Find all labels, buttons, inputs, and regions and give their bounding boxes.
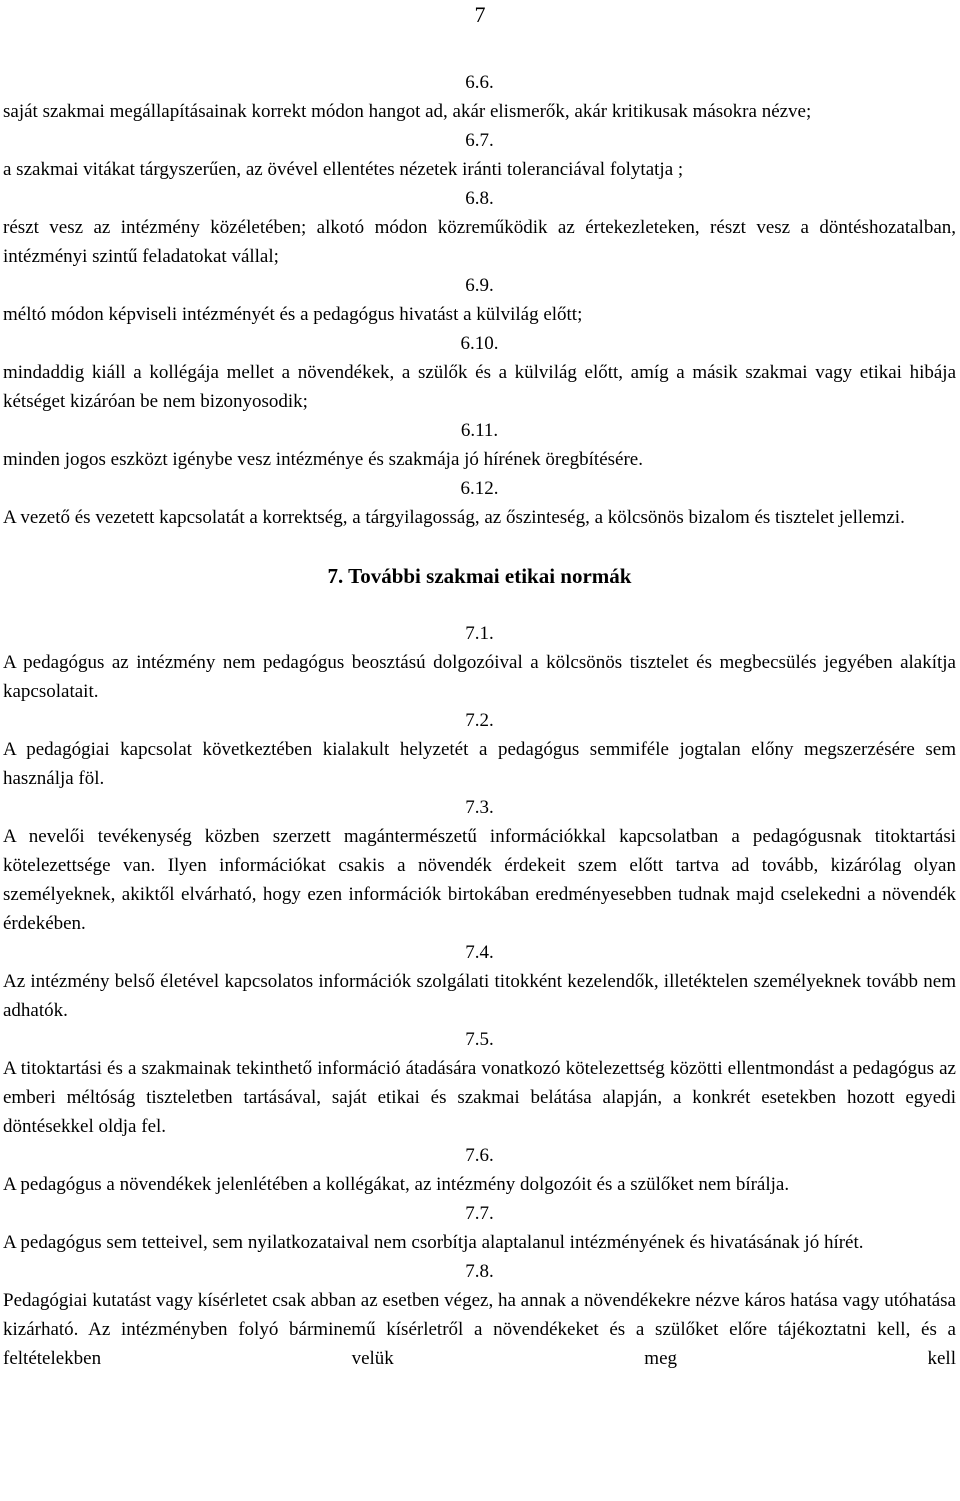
item-number: 7.2. bbox=[465, 710, 494, 731]
section-heading: 7. További szakmai etikai normák bbox=[327, 564, 632, 588]
item-number: 7.1. bbox=[465, 623, 494, 644]
item-text: Pedagógiai kutatást vagy kísérletet csak abban az esetben végez, ha annak a növendékekre nézve káros hatása vagy utóhatása kizárható. Az intézményben folyó bárminemű kísérletről a növendékeket és a szülőket előre tájékoztatni kell, és a feltételekben velük meg kell bbox=[3, 1290, 956, 1369]
list-item bbox=[3, 1025, 956, 1141]
item-number: 7.5. bbox=[465, 1029, 494, 1050]
page-number: 7 bbox=[474, 2, 486, 27]
item-text: mindaddig kiáll a kollégája mellet a növendékek, a szülők és a külvilág előtt, amíg a másik szakmai vagy etikai hibája kétséget kizáróan be nem bizonyosodik; bbox=[3, 362, 956, 412]
list-item bbox=[3, 271, 956, 329]
item-text: A pedagógus az intézmény nem pedagógus beosztású dolgozóival a kölcsönös tisztelet és megbecsülés jegyében alakítja kapcsolatait. bbox=[3, 652, 956, 702]
item-number: 6.10. bbox=[460, 333, 499, 354]
item-text: A vezető és vezetett kapcsolatát a korrektség, a tárgyilagosság, az őszinteség, a kölcsönös bizalom és tisztelet jellemzi. bbox=[3, 507, 905, 528]
item-text: A pedagógus a növendékek jelenlétében a kollégákat, az intézmény dolgozóit és a szülőket nem bírálja. bbox=[3, 1174, 790, 1195]
item-text: A titoktartási és a szakmainak tekinthető információ átadására vonatkozó kötelezettség közötti ellentmondást a pedagógus az emberi méltóság tiszteletben tartásával, saját etikai és szakmai belátása alapján, a konkrét esetekben hozott egyedi döntésekkel oldja fel. bbox=[3, 1058, 956, 1137]
list-item bbox=[3, 126, 956, 184]
list-item bbox=[3, 329, 956, 416]
item-number: 7.7. bbox=[465, 1203, 494, 1224]
document-body bbox=[3, 68, 956, 1373]
item-text: A pedagógus sem tetteivel, sem nyilatkozataival nem csorbítja alaptalanul intézményének és hivatásának jó hírét. bbox=[3, 1232, 864, 1253]
item-number: 6.9. bbox=[465, 275, 494, 296]
list-item bbox=[3, 938, 956, 1025]
section-7-items bbox=[3, 619, 956, 1373]
list-item bbox=[3, 793, 956, 938]
list-item bbox=[3, 184, 956, 271]
item-number: 6.12. bbox=[460, 478, 499, 499]
item-number: 6.8. bbox=[465, 188, 494, 209]
item-number: 6.6. bbox=[465, 72, 494, 93]
item-text: a szakmai vitákat tárgyszerűen, az övével ellentétes nézetek iránti toleranciával folytatja ; bbox=[3, 159, 684, 180]
list-item bbox=[3, 619, 956, 706]
item-text: A pedagógiai kapcsolat következtében kialakult helyzetét a pedagógus semmiféle jogtalan előny megszerzésére sem használja föl. bbox=[3, 739, 956, 789]
item-text: saját szakmai megállapításainak korrekt módon hangot ad, akár elismerők, akár kritikusak másokra nézve; bbox=[3, 101, 812, 122]
item-text: részt vesz az intézmény közéletében; alkotó módon közreműködik az értekezleteken, részt vesz a döntéshozatalban, intézményi szintű feladatokat vállal; bbox=[3, 217, 956, 267]
item-text: A nevelői tevékenység közben szerzett magántermészetű információkkal kapcsolatban a pedagógusnak titoktartási kötelezettsége van. Ilyen információkat csakis a növendék érdekeit szem előtt tartva ad tovább, kizárólag olyan személyeknek, akiktől elvárható, hogy ezen információk birtokában eredményesebben tudnak majd cselekedni a növendék érdekében. bbox=[3, 826, 956, 934]
list-item bbox=[3, 1257, 956, 1373]
list-item bbox=[3, 416, 956, 474]
list-item bbox=[3, 474, 956, 532]
item-text: Az intézmény belső életével kapcsolatos információk szolgálati titokként kezelendők, illetéktelen személyeknek tovább nem adhatók. bbox=[3, 971, 956, 1021]
item-number: 6.11. bbox=[460, 420, 499, 441]
item-text: méltó módon képviseli intézményét és a pedagógus hivatást a külvilág előtt; bbox=[3, 304, 583, 325]
item-number: 7.8. bbox=[465, 1261, 494, 1282]
item-number: 7.4. bbox=[465, 942, 494, 963]
section-6-items bbox=[3, 68, 956, 532]
list-item bbox=[3, 68, 956, 126]
list-item bbox=[3, 1199, 956, 1257]
item-number: 7.6. bbox=[465, 1145, 494, 1166]
item-number: 6.7. bbox=[465, 130, 494, 151]
item-number: 7.3. bbox=[465, 797, 494, 818]
item-text: minden jogos eszközt igénybe vesz intézménye és szakmája jó hírének öregbítésére. bbox=[3, 449, 643, 470]
list-item bbox=[3, 706, 956, 793]
list-item bbox=[3, 1141, 956, 1199]
